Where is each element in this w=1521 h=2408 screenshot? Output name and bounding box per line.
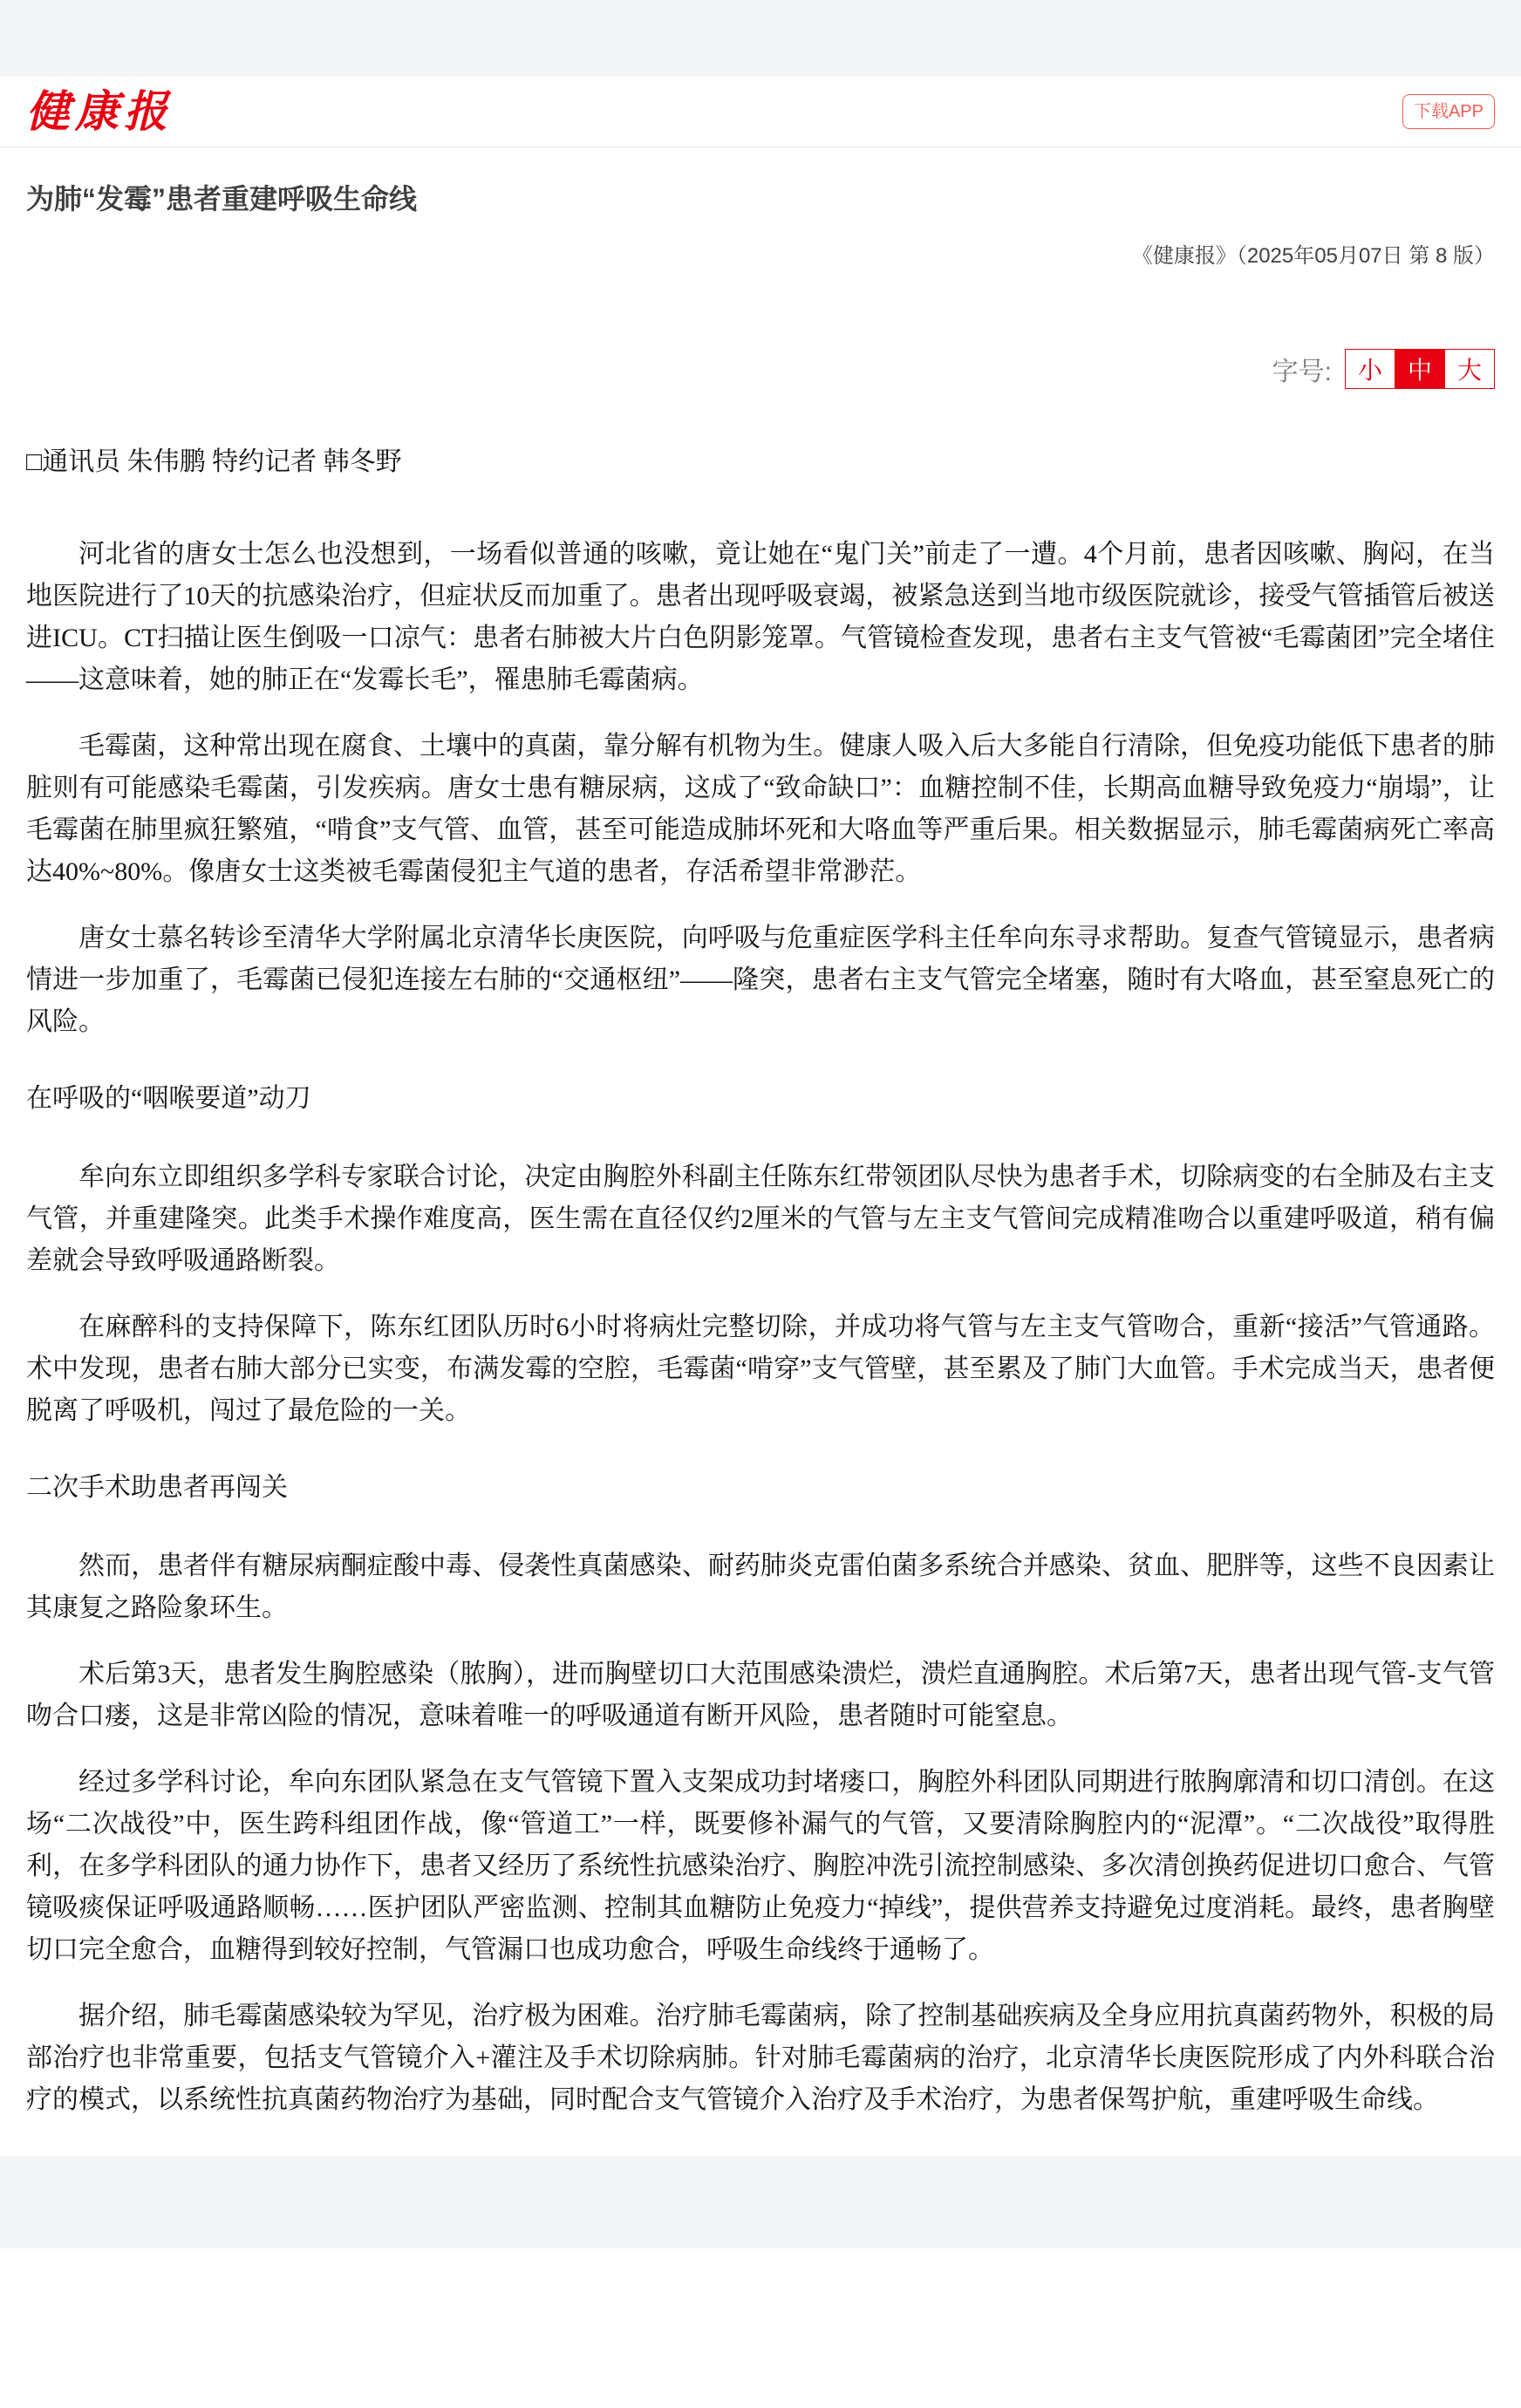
article-title: 为肺“发霉”患者重建呼吸生命线 — [26, 183, 418, 215]
bottom-band — [0, 2156, 1521, 2248]
section-heading: 二次手术助患者再闯关 — [26, 1473, 288, 1502]
paragraph: 然而，患者伴有糖尿病酮症酸中毒、侵袭性真菌感染、耐药肺炎克雷伯菌多系统合并感染、贫血、肥胖等，这些不良因素让其康复之路险象环生。 — [26, 1552, 1495, 1622]
site-header — [0, 77, 1521, 147]
paragraph: 据介绍，肺毛霉菌感染较为罕见，治疗极为困难。治疗肺毛霉菌病，除了控制基础疾病及全身应用抗真菌药物外，积极的局部治疗也非常重要，包括支气管镜介入+灌注及手术切除病肺。针对肺毛霉菌病的治疗，北京清华长庚医院形成了内外科联合治疗的模式，以系统性抗真菌药物治疗为基础，同时配合支气管镜介入治疗及手术治疗，为患者保驾护航，重建呼吸生命线。 — [26, 2002, 1495, 2114]
paragraph: 毛霉菌，这种常出现在腐食、土壤中的真菌，靠分解有机物为生。健康人吸入后大多能自行清除，但免疫功能低下患者的肺脏则有可能感染毛霉菌，引发疾病。唐女士患有糖尿病，这成了“致命缺口”：血糖控制不佳，长期高血糖导致免疫力“崩塌”，让毛霉菌在肺里疯狂繁殖，“啃食”支气管、血管，甚至可能造成肺坏死和大咯血等严重后果。相关数据显示，肺毛霉菌病死亡率高达40%~80%。像唐女士这类被毛霉菌侵犯主气道的患者，存活希望非常渺茫。 — [26, 732, 1495, 886]
font-size-group — [1346, 349, 1495, 389]
article-body — [26, 534, 1495, 2121]
paragraph: 唐女士慕名转诊至清华大学附属北京清华长庚医院，向呼吸与危重症医学科主任牟向东寻求帮助。复查气管镜显示，患者病情进一步加重了，毛霉菌已侵犯连接左右肺的“交通枢纽”——隆突，患者右主支气管完全堵塞，随时有大咯血，甚至窒息死亡的风险。 — [26, 924, 1495, 1036]
font-size-large-button[interactable]: 大 — [1444, 349, 1495, 389]
font-size-label: 字号: — [1272, 358, 1332, 386]
site-logo: 健康报 — [26, 87, 173, 136]
paragraph: 河北省的唐女士怎么也没想到，一场看似普通的咳嗽，竟让她在“鬼门关”前走了一遭。4个月前，患者因咳嗽、胸闷，在当地医院进行了10天的抗感染治疗，但症状反而加重了。患者出现呼吸衰竭，被紧急送到当地市级医院就诊，接受气管插管后被送进ICU。CT扫描让医生倒吸一口凉气：患者右肺被大片白色阴影笼罩。气管镜检查发现，患者右主支气管被“毛霉菌团”完全堵住——这意味着，她的肺正在“发霉长毛”，罹患肺毛霉菌病。 — [26, 540, 1495, 694]
font-size-small-button[interactable]: 小 — [1345, 349, 1395, 389]
font-size-medium-button[interactable]: 中 — [1395, 349, 1445, 389]
paragraph: 在麻醉科的支持保障下，陈东红团队历时6小时将病灶完整切除，并成功将气管与左主支气管吻合，重新“接活”气管通路。术中发现，患者右肺大部分已实变，布满发霉的空腔，毛霉菌“啃穿”支气管壁，甚至累及了肺门大血管。手术完成当天，患者便脱离了呼吸机，闯过了最危险的一关。 — [26, 1313, 1495, 1425]
paragraph: 术后第3天，患者发生胸腔感染（脓胸），进而胸壁切口大范围感染溃烂，溃烂直通胸腔。术后第7天，患者出现气管-支气管吻合口瘘，这是非常凶险的情况，意味着唯一的呼吸通道有断开风险，患者随时可能窒息。 — [26, 1660, 1495, 1730]
paragraph: 牟向东立即组织多学科专家联合讨论，决定由胸腔外科副主任陈东红带领团队尽快为患者手术，切除病变的右全肺及右主支气管，并重建隆突。此类手术操作难度高，医生需在直径仅约2厘米的气管与左主支气管间完成精准吻合以重建呼吸道，稍有偏差就会导致呼吸通路断裂。 — [26, 1163, 1495, 1275]
source-line: 《健康报》（2025年05月07日 第 8 版） — [1131, 244, 1495, 268]
font-size-selector — [26, 349, 1495, 389]
byline: □通讯员 朱伟鹏 特约记者 韩冬野 — [26, 447, 402, 476]
top-band — [0, 0, 1521, 77]
article-page — [0, 147, 1521, 2121]
paragraph: 经过多学科讨论，牟向东团队紧急在支气管镜下置入支架成功封堵瘘口，胸腔外科团队同期进行脓胸廓清和切口清创。在这场“二次战役”中，医生跨科组团作战，像“管道工”一样，既要修补漏气的气管，又要清除胸腔内的“泥潭”。“二次战役”取得胜利，在多学科团队的通力协作下，患者又经历了系统性抗感染治疗、胸腔冲洗引流控制感染、多次清创换药促进切口愈合、气管镜吸痰保证呼吸通路顺畅……医护团队严密监测、控制其血糖防止免疫力“掉线”，提供营养支持避免过度消耗。最终，患者胸壁切口完全愈合，血糖得到较好控制，气管漏口也成功愈合，呼吸生命线终于通畅了。 — [26, 1768, 1495, 1964]
download-app-button[interactable]: 下载APP — [1402, 94, 1495, 129]
section-heading: 在呼吸的“咽喉要道”动刀 — [26, 1084, 311, 1113]
